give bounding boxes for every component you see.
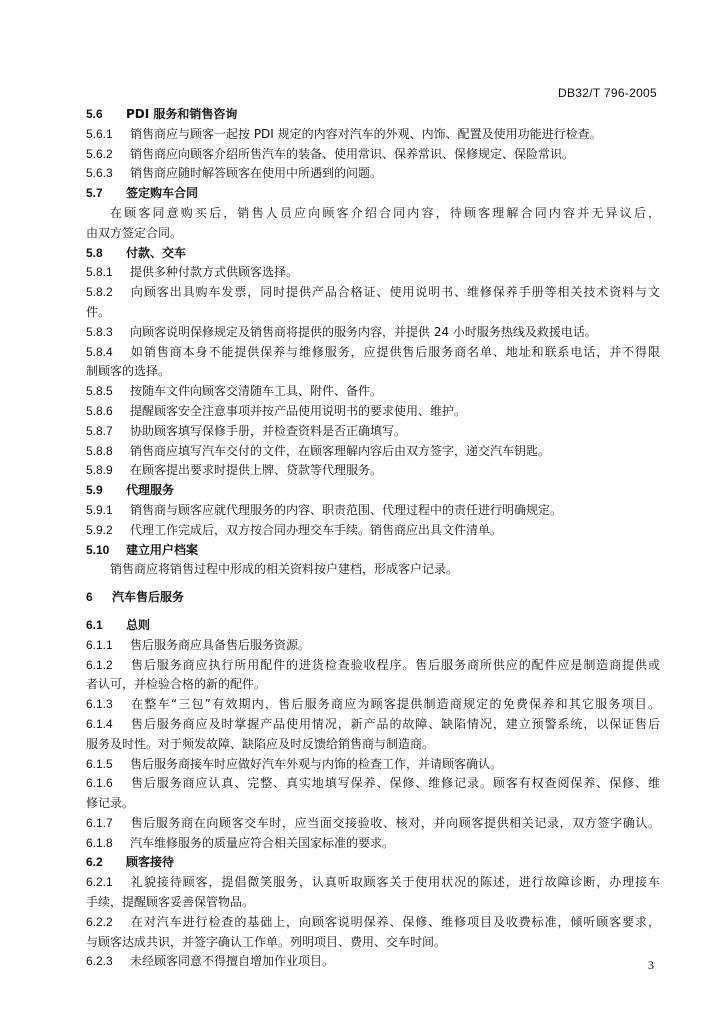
paragraph-line: [86, 521, 660, 541]
paragraph-line: [86, 695, 660, 715]
page-number: 3: [648, 958, 654, 972]
clause-text: 售后服务商应执行所用配件的进货检查验收程序。售后服务商所供应的配件应是制造商提供或: [130, 657, 660, 672]
clause-text: 由双方签定合同。: [86, 225, 183, 240]
paragraph-line: [86, 382, 660, 402]
clause-text: 销售商应随时解答顾客在使用中所遇到的问题。: [130, 166, 383, 181]
clause-text: 与顾客达成共识，并签字确认工作单。列明项目、费用、交车时间。: [86, 934, 447, 949]
clause-number: 5.9.2: [86, 522, 113, 537]
clause-number: 6.2.1: [86, 875, 113, 890]
clause-text: 服务及时性。对于频发故障、缺陷应及时反馈给销售商与制造商。: [86, 736, 435, 751]
paragraph-line: [86, 755, 660, 775]
clause-text: 付款、交车: [126, 245, 187, 260]
paragraph-line: [86, 675, 660, 695]
clause-text: 者认可，并检验合格的新的配件。: [86, 677, 267, 692]
section-gap: [86, 580, 660, 588]
clause-text: 代理工作完成后，双方按合同办理交车手续。销售商应出具文件清单。: [130, 522, 503, 537]
clause-number: 5.7: [86, 186, 103, 201]
clause-text: 销售商应填写汽车交付的文件，在顾客理解内容后由双方签字，递交汽车钥匙。: [130, 443, 551, 458]
clause-text: 售后服务商应及时掌握产品使用情况，新产品的故障、缺陷情况，建立预警系统，以保证售后: [130, 716, 660, 731]
paragraph-line: [86, 164, 660, 184]
clause-number: 5.10: [86, 542, 110, 557]
clause-number: 5.6: [86, 107, 103, 121]
clause-number: 5.8: [86, 245, 103, 260]
paragraph-line: [86, 893, 660, 913]
clause-number: 6.1.4: [86, 716, 113, 731]
paragraph-line: [86, 636, 660, 656]
clause-number: 5.8.8: [86, 443, 113, 458]
paragraph-line: [86, 952, 660, 972]
clause-text: 在顾客提出要求时提供上牌、贷款等代理服务。: [130, 463, 383, 478]
clause-number: 6.2.2: [86, 914, 113, 929]
clause-number: 5.6.2: [86, 146, 113, 161]
paragraph-line: [86, 560, 660, 580]
clause-text: 售后服务商应认真、完整、真实地填写保养、保修、维修记录。顾客有权查阅保养、保修、维: [130, 776, 660, 791]
paragraph-line: [86, 323, 660, 343]
paragraph-line: [86, 303, 660, 323]
section-heading: [86, 853, 660, 873]
clause-number: 6.1.3: [86, 697, 113, 712]
clause-text: 修记录。: [86, 796, 135, 811]
paragraph-line: [86, 145, 660, 165]
clause-text: 未经顾客同意不得擅自增加作业项目。: [130, 954, 335, 969]
section-heading: [86, 541, 660, 561]
clause-text: 代理服务: [126, 483, 175, 498]
clause-text: 售后服务商接车时应做好汽车外观与内饰的检查工作，并请顾客确认。: [130, 756, 503, 771]
paragraph-line: [86, 933, 660, 953]
clause-text: 汽车售后服务: [112, 590, 185, 605]
paragraph-line: [86, 794, 660, 814]
clause-number: 6.1.8: [86, 835, 113, 850]
clause-text: 制顾客的选择。: [86, 364, 171, 379]
paragraph-line: [86, 442, 660, 462]
clause-number: 5.8.7: [86, 423, 113, 438]
paragraph-line: [86, 834, 660, 854]
paragraph-line: [86, 715, 660, 735]
clause-number: 5.8.5: [86, 384, 113, 399]
clause-text: 售后服务商应具备售后服务资源。: [130, 637, 311, 652]
paragraph-line: [86, 774, 660, 794]
paragraph-line: [86, 402, 660, 422]
clause-number: 5.8.2: [86, 285, 113, 300]
paragraph-line: [86, 656, 660, 676]
clause-text: 提醒顾客安全注意事项并按产品使用说明书的要求使用、维护。: [130, 403, 467, 418]
clause-text: 建立用户档案: [126, 542, 199, 557]
paragraph-line: [86, 501, 660, 521]
paragraph-line: [86, 873, 660, 893]
clause-text: 汽车维修服务的质量应符合相关国家标准的要求。: [130, 835, 395, 850]
clause-number: 6.1.5: [86, 756, 113, 771]
clause-number: 5.9: [86, 483, 103, 498]
clause-number: 6.1: [86, 617, 103, 632]
document-body: [86, 105, 660, 972]
clause-number: 5.6.1: [86, 126, 113, 141]
clause-text: 签定购车合同: [126, 186, 199, 201]
clause-text: 手续，提醒顾客妥善保管物品。: [86, 895, 255, 910]
clause-text: 销售商应向顾客介绍所售汽车的装备、使用常识、保养常识、保修规定、保险常识。: [130, 146, 575, 161]
document-id: DB32/T 796-2005: [557, 86, 657, 100]
section-heading: [86, 105, 660, 125]
paragraph-line: [86, 913, 660, 933]
section-heading: [86, 481, 660, 501]
paragraph-line: [86, 461, 660, 481]
paragraph-line: [86, 224, 660, 244]
paragraph-line: [86, 125, 660, 145]
clause-number: 5.8.9: [86, 463, 113, 478]
clause-number: 5.8.1: [86, 265, 113, 280]
clause-text: 销售商应将销售过程中形成的相关资料按户建档，形成客户记录。: [110, 562, 459, 577]
paragraph-line: [86, 422, 660, 442]
paragraph-line: [86, 204, 660, 224]
clause-text: 如销售商本身不能提供保养与维修服务，应提供售后服务商名单、地址和联系电话，并不得限: [130, 344, 660, 359]
paragraph-line: [86, 735, 660, 755]
clause-number: 5.8.3: [86, 324, 113, 339]
clause-text: 件。: [86, 304, 111, 319]
clause-number: 5.9.1: [86, 502, 113, 517]
clause-text: 销售商应与顾客一起按 PDI 规定的内容对汽车的外观、内饰、配置及使用功能进行检查。: [130, 126, 602, 141]
clause-text: 礼貌接待顾客，提倡微笑服务，认真听取顾客关于使用状况的陈述，进行故障诊断，办理接车: [130, 875, 660, 890]
clause-number: 6.2.3: [86, 954, 113, 969]
section-gap: [86, 608, 660, 616]
clause-number: 6.1.7: [86, 815, 113, 830]
clause-text: 协助顾客填写保修手册，并检查资料是否正确填写。: [130, 423, 407, 438]
clause-text: 在整车“三包”有效期内，售后服务商应为顾客提供制造商规定的免费保养和其它服务项目。: [130, 697, 660, 712]
clause-number: 6.1.2: [86, 657, 113, 672]
clause-text: PDI 服务和销售咨询: [126, 107, 238, 121]
clause-number: 6.1.1: [86, 637, 113, 652]
clause-text: 按随车文件向顾客交清随车工具、附件、备件。: [130, 384, 383, 399]
clause-number: 5.8.4: [86, 344, 113, 359]
clause-number: 5.8.6: [86, 403, 113, 418]
clause-text: 销售商与顾客应就代理服务的内容、职责范围、代理过程中的责任进行明确规定。: [130, 502, 563, 517]
section-heading: [86, 184, 660, 204]
clause-text: 在顾客同意购买后，销售人员应向顾客介绍合同内容，待顾客理解合同内容并无异议后，: [110, 205, 660, 220]
paragraph-line: [86, 362, 660, 382]
clause-number: 5.6.3: [86, 166, 113, 181]
paragraph-line: [86, 283, 660, 303]
clause-text: 提供多种付款方式供顾客选择。: [130, 265, 299, 280]
clause-text: 向顾客出具购车发票，同时提供产品合格证、使用说明书、维修保养手册等相关技术资料与文: [130, 285, 660, 300]
clause-text: 售后服务商在向顾客交车时，应当面交接验收、核对，并向顾客提供相关记录，双方签字确认。: [130, 815, 660, 830]
section-heading: [86, 588, 660, 608]
paragraph-line: [86, 263, 660, 283]
paragraph-line: [86, 343, 660, 363]
clause-number: 6.2: [86, 855, 103, 870]
clause-text: 在对汽车进行检查的基础上，向顾客说明保养、保修、维修项目及收费标准，倾听顾客要求，: [130, 914, 660, 929]
section-heading: [86, 244, 660, 264]
section-heading: [86, 616, 660, 636]
clause-number: 6.1.6: [86, 776, 113, 791]
clause-text: 顾客接待: [126, 855, 175, 870]
clause-text: 总则: [126, 617, 151, 632]
paragraph-line: [86, 814, 660, 834]
clause-text: 向顾客说明保修规定及销售商将提供的服务内容，并提供 24 小时服务热线及救援电话。: [130, 324, 597, 339]
clause-number: 6: [86, 590, 93, 605]
